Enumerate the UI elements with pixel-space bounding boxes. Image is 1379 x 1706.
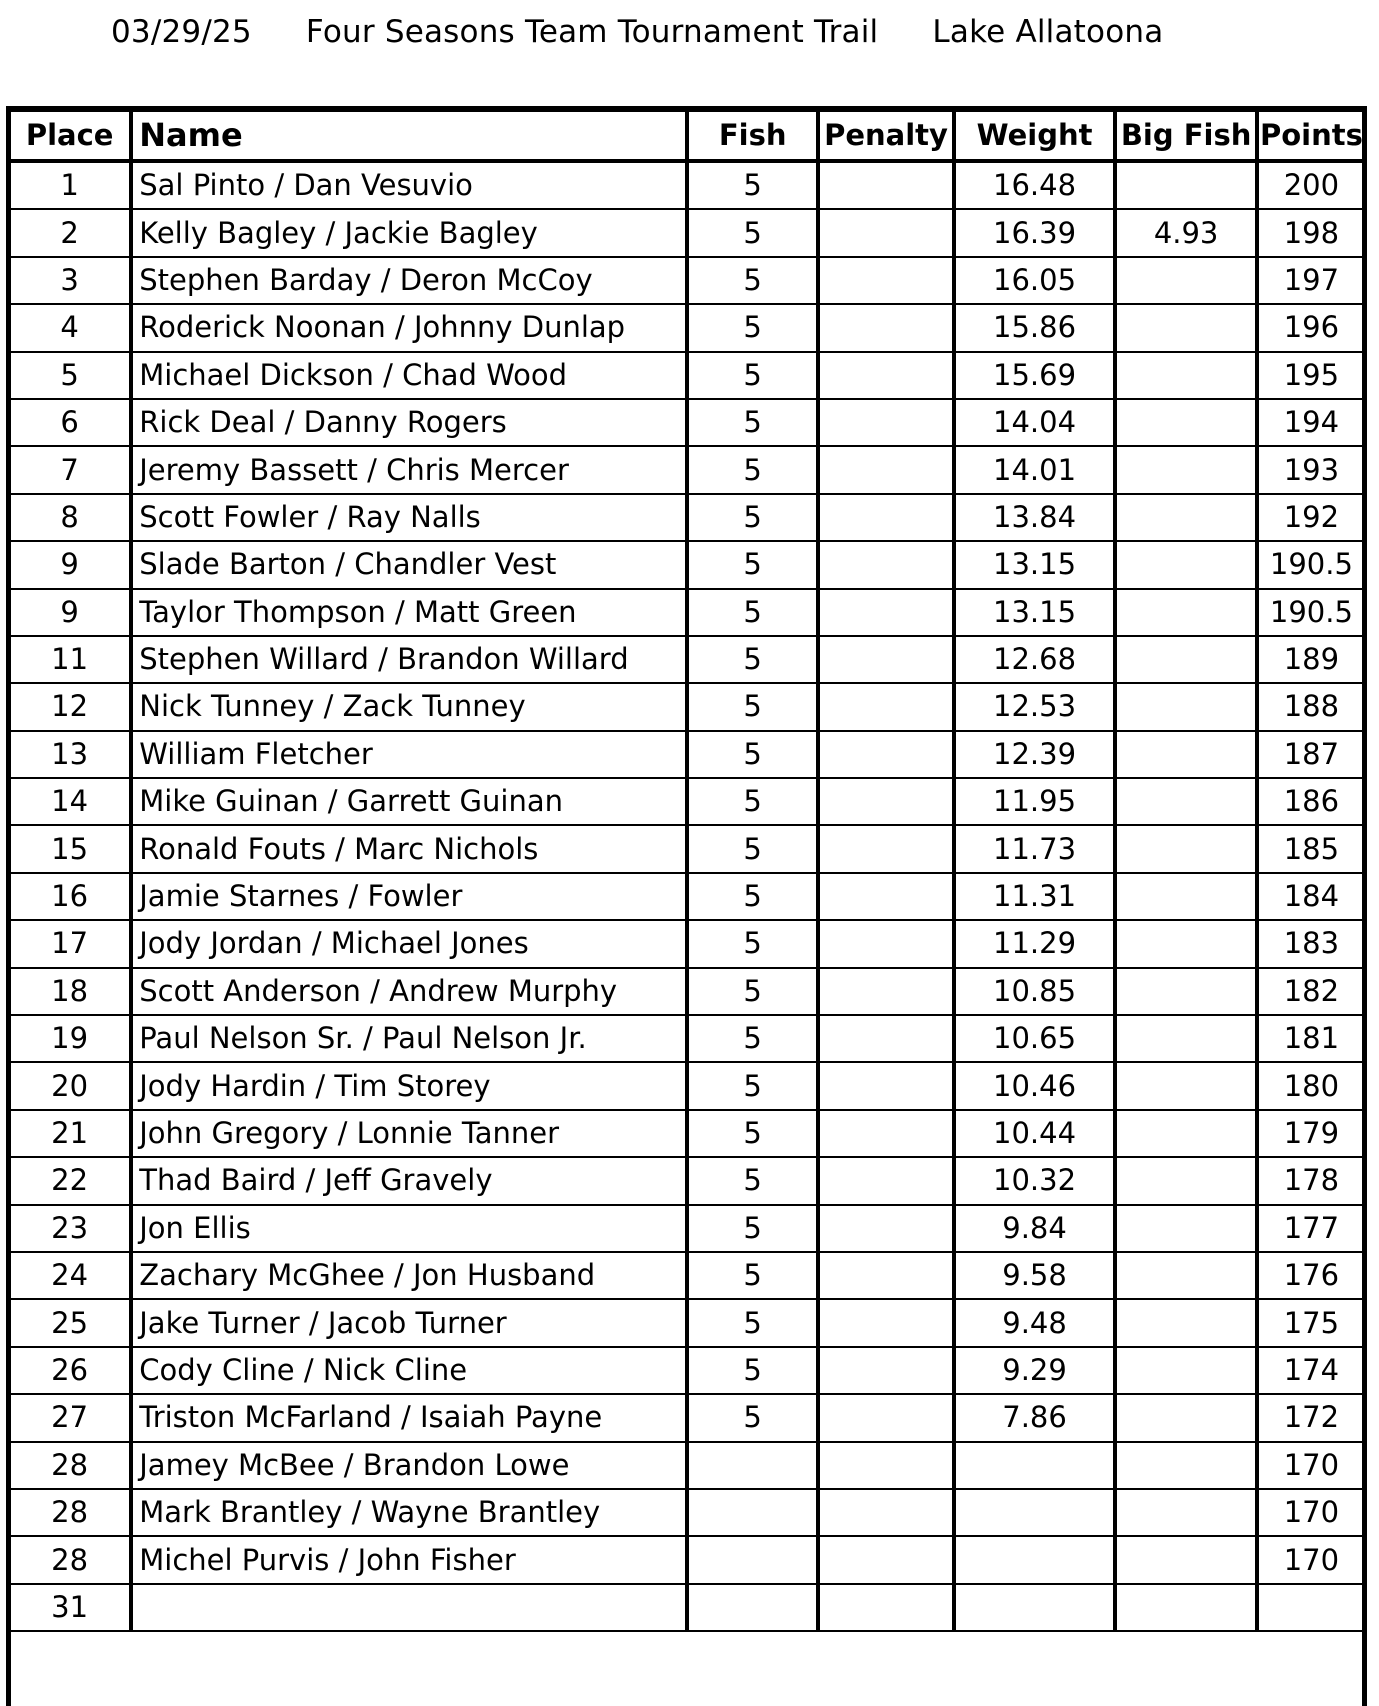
cell-fish: 5 [687, 1394, 818, 1441]
cell-fish: 5 [687, 209, 818, 256]
cell-name: Paul Nelson Sr. / Paul Nelson Jr. [131, 1015, 687, 1062]
cell-place: 27 [10, 1394, 131, 1441]
cell-weight: 16.48 [954, 161, 1116, 209]
cell-name: William Fletcher [131, 731, 687, 778]
cell-penalty [818, 589, 953, 636]
cell-name: Stephen Barday / Deron McCoy [131, 257, 687, 304]
cell-penalty [818, 683, 953, 730]
cell-place: 15 [10, 825, 131, 872]
cell-points: 196 [1257, 304, 1364, 351]
cell-weight: 7.86 [954, 1394, 1116, 1441]
cell-points: 182 [1257, 968, 1364, 1015]
cell-points: 195 [1257, 352, 1364, 399]
cell-weight: 14.01 [954, 446, 1116, 493]
cell-points: 170 [1257, 1489, 1364, 1536]
table-header-row [10, 111, 1364, 161]
cell-weight: 10.44 [954, 1110, 1116, 1157]
cell-fish: 5 [687, 399, 818, 446]
cell-weight: 12.39 [954, 731, 1116, 778]
cell-big-fish [1115, 1489, 1256, 1536]
cell-weight: 14.04 [954, 399, 1116, 446]
table-row [10, 589, 1364, 636]
cell-place: 17 [10, 920, 131, 967]
cell-place: 23 [10, 1205, 131, 1252]
cell-weight: 11.73 [954, 825, 1116, 872]
cell-penalty [818, 1584, 953, 1631]
cell-points: 177 [1257, 1205, 1364, 1252]
cell-place: 11 [10, 636, 131, 683]
cell-name: Jeremy Bassett / Chris Mercer [131, 446, 687, 493]
cell-big-fish: 4.93 [1115, 209, 1256, 256]
cell-points: 176 [1257, 1252, 1364, 1299]
cell-weight: 16.05 [954, 257, 1116, 304]
cell-weight: 13.15 [954, 589, 1116, 636]
cell-points: 180 [1257, 1062, 1364, 1109]
cell-big-fish [1115, 1015, 1256, 1062]
cell-points [1257, 1584, 1364, 1631]
cell-fish: 5 [687, 352, 818, 399]
cell-fish: 5 [687, 1110, 818, 1157]
cell-points: 186 [1257, 778, 1364, 825]
cell-fish: 5 [687, 541, 818, 588]
cell-name: Jody Jordan / Michael Jones [131, 920, 687, 967]
table-row [10, 636, 1364, 683]
cell-weight: 15.69 [954, 352, 1116, 399]
cell-points: 193 [1257, 446, 1364, 493]
cell-penalty [818, 731, 953, 778]
cell-fish: 5 [687, 1299, 818, 1346]
cell-big-fish [1115, 161, 1256, 209]
page-title [111, 14, 1163, 50]
cell-points: 170 [1257, 1442, 1364, 1489]
cell-points: 198 [1257, 209, 1364, 256]
cell-fish: 5 [687, 968, 818, 1015]
cell-big-fish [1115, 1442, 1256, 1489]
cell-weight: 9.58 [954, 1252, 1116, 1299]
cell-place: 9 [10, 541, 131, 588]
table-row [10, 1536, 1364, 1583]
table-row [10, 1584, 1364, 1631]
cell-weight: 11.31 [954, 873, 1116, 920]
cell-place: 6 [10, 399, 131, 446]
cell-name: Jake Turner / Jacob Turner [131, 1299, 687, 1346]
cell-place: 28 [10, 1442, 131, 1489]
cell-big-fish [1115, 304, 1256, 351]
table-row [10, 257, 1364, 304]
cell-name: Mike Guinan / Garrett Guinan [131, 778, 687, 825]
cell-fish [687, 1442, 818, 1489]
cell-big-fish [1115, 636, 1256, 683]
cell-name [131, 1584, 687, 1631]
cell-place: 3 [10, 257, 131, 304]
cell-penalty [818, 1252, 953, 1299]
cell-points: 197 [1257, 257, 1364, 304]
cell-name: Michel Purvis / John Fisher [131, 1536, 687, 1583]
cell-weight: 13.84 [954, 494, 1116, 541]
table-row [10, 1157, 1364, 1204]
cell-big-fish [1115, 1536, 1256, 1583]
table-row [10, 778, 1364, 825]
cell-penalty [818, 494, 953, 541]
cell-penalty [818, 1110, 953, 1157]
cell-weight [954, 1536, 1116, 1583]
cell-place: 26 [10, 1347, 131, 1394]
table-row [10, 920, 1364, 967]
cell-big-fish [1115, 494, 1256, 541]
cell-name: Cody Cline / Nick Cline [131, 1347, 687, 1394]
cell-place: 13 [10, 731, 131, 778]
cell-weight: 12.68 [954, 636, 1116, 683]
cell-fish: 5 [687, 161, 818, 209]
cell-place: 22 [10, 1157, 131, 1204]
cell-name: Nick Tunney / Zack Tunney [131, 683, 687, 730]
cell-name: Scott Anderson / Andrew Murphy [131, 968, 687, 1015]
table-row [10, 541, 1364, 588]
cell-penalty [818, 1299, 953, 1346]
cell-big-fish [1115, 825, 1256, 872]
cell-weight: 9.29 [954, 1347, 1116, 1394]
cell-points: 185 [1257, 825, 1364, 872]
cell-penalty [818, 1394, 953, 1441]
cell-penalty [818, 636, 953, 683]
table-row [10, 683, 1364, 730]
cell-name: Zachary McGhee / Jon Husband [131, 1252, 687, 1299]
cell-points: 170 [1257, 1536, 1364, 1583]
table-row [10, 1442, 1364, 1489]
table-row [10, 1347, 1364, 1394]
cell-penalty [818, 1205, 953, 1252]
cell-penalty [818, 778, 953, 825]
cell-weight: 9.48 [954, 1299, 1116, 1346]
cell-name: Thad Baird / Jeff Gravely [131, 1157, 687, 1204]
column-header-weight: Weight [954, 111, 1116, 161]
cell-place: 18 [10, 968, 131, 1015]
table-row [10, 873, 1364, 920]
table-row [10, 1252, 1364, 1299]
cell-fish: 5 [687, 446, 818, 493]
cell-weight: 13.15 [954, 541, 1116, 588]
cell-penalty [818, 541, 953, 588]
table-row [10, 1299, 1364, 1346]
cell-place: 25 [10, 1299, 131, 1346]
cell-fish [687, 1489, 818, 1536]
cell-place: 14 [10, 778, 131, 825]
cell-big-fish [1115, 920, 1256, 967]
cell-place: 20 [10, 1062, 131, 1109]
cell-penalty [818, 161, 953, 209]
cell-penalty [818, 399, 953, 446]
table-row [10, 209, 1364, 256]
cell-big-fish [1115, 257, 1256, 304]
results-table [10, 110, 1364, 1632]
cell-penalty [818, 1347, 953, 1394]
cell-penalty [818, 1489, 953, 1536]
table-row [10, 1062, 1364, 1109]
cell-fish: 5 [687, 873, 818, 920]
cell-points: 190.5 [1257, 589, 1364, 636]
cell-big-fish [1115, 1062, 1256, 1109]
cell-penalty [818, 257, 953, 304]
cell-place: 28 [10, 1536, 131, 1583]
cell-penalty [818, 920, 953, 967]
cell-fish: 5 [687, 778, 818, 825]
table-row [10, 494, 1364, 541]
column-header-penalty: Penalty [818, 111, 953, 161]
cell-penalty [818, 1536, 953, 1583]
cell-weight: 12.53 [954, 683, 1116, 730]
cell-big-fish [1115, 1110, 1256, 1157]
cell-fish: 5 [687, 257, 818, 304]
cell-points: 184 [1257, 873, 1364, 920]
table-row [10, 399, 1364, 446]
cell-name: Jamey McBee / Brandon Lowe [131, 1442, 687, 1489]
cell-name: Jon Ellis [131, 1205, 687, 1252]
cell-points: 188 [1257, 683, 1364, 730]
cell-big-fish [1115, 1299, 1256, 1346]
column-header-name: Name [131, 111, 687, 161]
cell-points: 172 [1257, 1394, 1364, 1441]
cell-fish: 5 [687, 1015, 818, 1062]
cell-big-fish [1115, 683, 1256, 730]
cell-fish: 5 [687, 825, 818, 872]
cell-big-fish [1115, 446, 1256, 493]
cell-name: Slade Barton / Chandler Vest [131, 541, 687, 588]
cell-weight: 11.29 [954, 920, 1116, 967]
cell-name: Mark Brantley / Wayne Brantley [131, 1489, 687, 1536]
cell-points: 200 [1257, 161, 1364, 209]
cell-big-fish [1115, 1347, 1256, 1394]
column-header-place: Place [10, 111, 131, 161]
cell-name: Rick Deal / Danny Rogers [131, 399, 687, 446]
cell-fish: 5 [687, 1347, 818, 1394]
cell-fish [687, 1536, 818, 1583]
cell-fish: 5 [687, 494, 818, 541]
cell-name: Jamie Starnes / Fowler [131, 873, 687, 920]
table-row [10, 304, 1364, 351]
cell-fish: 5 [687, 636, 818, 683]
cell-place: 7 [10, 446, 131, 493]
tournament-date: 03/29/25 [111, 14, 252, 50]
cell-big-fish [1115, 778, 1256, 825]
cell-points: 174 [1257, 1347, 1364, 1394]
cell-penalty [818, 1015, 953, 1062]
table-row [10, 968, 1364, 1015]
cell-points: 179 [1257, 1110, 1364, 1157]
cell-place: 9 [10, 589, 131, 636]
cell-place: 5 [10, 352, 131, 399]
cell-big-fish [1115, 541, 1256, 588]
cell-place: 28 [10, 1489, 131, 1536]
cell-points: 194 [1257, 399, 1364, 446]
cell-big-fish [1115, 1205, 1256, 1252]
cell-points: 183 [1257, 920, 1364, 967]
cell-place: 12 [10, 683, 131, 730]
results-body [10, 161, 1364, 1631]
cell-big-fish [1115, 1157, 1256, 1204]
cell-name: Kelly Bagley / Jackie Bagley [131, 209, 687, 256]
table-row [10, 1489, 1364, 1536]
cell-weight [954, 1584, 1116, 1631]
cell-name: Scott Fowler / Ray Nalls [131, 494, 687, 541]
cell-name: Triston McFarland / Isaiah Payne [131, 1394, 687, 1441]
cell-fish: 5 [687, 304, 818, 351]
cell-big-fish [1115, 873, 1256, 920]
cell-place: 1 [10, 161, 131, 209]
cell-place: 19 [10, 1015, 131, 1062]
cell-name: Jody Hardin / Tim Storey [131, 1062, 687, 1109]
cell-weight [954, 1489, 1116, 1536]
cell-weight: 16.39 [954, 209, 1116, 256]
table-row [10, 825, 1364, 872]
cell-points: 187 [1257, 731, 1364, 778]
cell-big-fish [1115, 1584, 1256, 1631]
cell-big-fish [1115, 352, 1256, 399]
cell-weight [954, 1442, 1116, 1489]
cell-big-fish [1115, 1252, 1256, 1299]
cell-place: 24 [10, 1252, 131, 1299]
cell-penalty [818, 352, 953, 399]
cell-weight: 15.86 [954, 304, 1116, 351]
cell-weight: 9.84 [954, 1205, 1116, 1252]
cell-name: Roderick Noonan / Johnny Dunlap [131, 304, 687, 351]
cell-fish: 5 [687, 1157, 818, 1204]
cell-big-fish [1115, 1394, 1256, 1441]
column-header-fish: Fish [687, 111, 818, 161]
cell-fish: 5 [687, 920, 818, 967]
cell-points: 192 [1257, 494, 1364, 541]
cell-place: 2 [10, 209, 131, 256]
cell-big-fish [1115, 968, 1256, 1015]
cell-weight: 10.32 [954, 1157, 1116, 1204]
cell-place: 8 [10, 494, 131, 541]
cell-weight: 10.85 [954, 968, 1116, 1015]
table-row [10, 161, 1364, 209]
cell-fish: 5 [687, 589, 818, 636]
cell-place: 16 [10, 873, 131, 920]
cell-penalty [818, 1442, 953, 1489]
cell-fish: 5 [687, 1205, 818, 1252]
cell-points: 189 [1257, 636, 1364, 683]
cell-name: Stephen Willard / Brandon Willard [131, 636, 687, 683]
table-row [10, 1394, 1364, 1441]
cell-weight: 11.95 [954, 778, 1116, 825]
cell-name: Sal Pinto / Dan Vesuvio [131, 161, 687, 209]
column-header-points: Points [1257, 111, 1364, 161]
cell-penalty [818, 1062, 953, 1109]
cell-big-fish [1115, 589, 1256, 636]
cell-penalty [818, 825, 953, 872]
cell-place: 21 [10, 1110, 131, 1157]
cell-penalty [818, 304, 953, 351]
table-row [10, 446, 1364, 493]
table-row [10, 731, 1364, 778]
tournament-name: Four Seasons Team Tournament Trail [305, 14, 879, 50]
cell-big-fish [1115, 731, 1256, 778]
cell-fish [687, 1584, 818, 1631]
cell-points: 190.5 [1257, 541, 1364, 588]
cell-name: Ronald Fouts / Marc Nichols [131, 825, 687, 872]
cell-place: 4 [10, 304, 131, 351]
cell-fish: 5 [687, 1062, 818, 1109]
cell-place: 31 [10, 1584, 131, 1631]
tournament-lake: Lake Allatoona [932, 14, 1164, 50]
cell-name: Taylor Thompson / Matt Green [131, 589, 687, 636]
cell-weight: 10.65 [954, 1015, 1116, 1062]
column-header-big-fish: Big Fish [1115, 111, 1256, 161]
table-row [10, 1205, 1364, 1252]
cell-name: Michael Dickson / Chad Wood [131, 352, 687, 399]
cell-points: 181 [1257, 1015, 1364, 1062]
cell-penalty [818, 968, 953, 1015]
table-row [10, 352, 1364, 399]
cell-penalty [818, 873, 953, 920]
cell-penalty [818, 446, 953, 493]
cell-big-fish [1115, 399, 1256, 446]
table-row [10, 1015, 1364, 1062]
cell-name: John Gregory / Lonnie Tanner [131, 1110, 687, 1157]
cell-fish: 5 [687, 683, 818, 730]
cell-fish: 5 [687, 731, 818, 778]
cell-points: 175 [1257, 1299, 1364, 1346]
table-row [10, 1110, 1364, 1157]
cell-penalty [818, 209, 953, 256]
cell-points: 178 [1257, 1157, 1364, 1204]
cell-weight: 10.46 [954, 1062, 1116, 1109]
cell-penalty [818, 1157, 953, 1204]
cell-fish: 5 [687, 1252, 818, 1299]
